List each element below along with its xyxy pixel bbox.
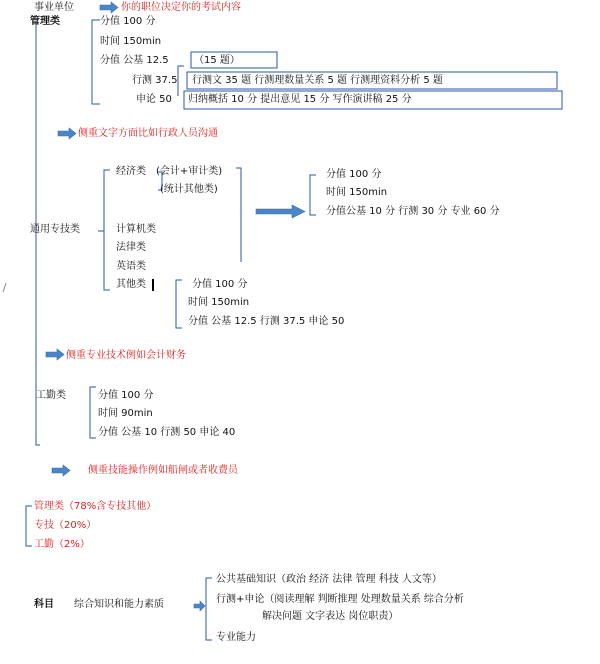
header-note: 你的职位决定你的考试内容 [121,2,241,13]
ratio-gongqin: 工勤（2%） [34,539,90,550]
guanli-title: 管理类 [30,16,60,27]
ratio-guanli: 管理类（78%含专技其他） [34,501,157,512]
tongyong-bracket [104,170,110,290]
guanli-gongji: 分值 公基 12.5 [100,55,169,66]
gongqin-score: 分值 公基 10 行测 50 申论 40 [98,427,236,438]
guanli-bracket [92,20,100,104]
gongqin-title: 工勤类 [36,390,66,401]
other-score: 分值 公基 12.5 行测 37.5 申论 50 [188,316,345,327]
guanli-xingce: 行测 37.5 [132,75,178,86]
kuaiji-label: (会计+审计类) [156,166,223,177]
yingyu-label: 英语类 [116,261,146,272]
gongqin-bracket [90,387,96,438]
guanli-gongji-count: （15 题） [194,55,240,66]
subject-item3: 专业能力 [216,632,256,643]
tongji-label: (统计其他类) [160,184,218,195]
subject-item1: 公共基础知识（政治 经济 法律 管理 科技 人文等） [216,574,442,585]
guanli-shenlun: 申论 50 [136,94,172,105]
guanli-emphasis-arrow-icon [58,128,76,139]
other-time: 时间 150min [188,297,250,308]
slash-mark [3,283,6,292]
qita-bracket [176,280,182,328]
gongqin-fen: 分值 100 分 [98,390,154,401]
big-right-arrow-icon [256,205,305,218]
subject-name: 综合知识和能力素质 [74,599,164,610]
header-arrow-icon [100,2,118,13]
tongyong-title: 通用专技类 [30,224,80,235]
guanli-shenlun-detail: 归纳概括 10 分 提出意见 15 分 写作演讲稿 25 分 [188,94,412,105]
guanli-emphasis: 侧重文字方面比如行政人员沟通 [78,128,218,139]
ratio-bracket [26,506,32,546]
jingji-bracket [236,168,241,262]
qita-label: 其他类 [116,279,146,290]
jingji-label: 经济类 [116,166,146,177]
guanli-subbracket [178,66,184,96]
right-score: 分值公基 10 分 行测 30 分 专业 60 分 [326,206,500,217]
subject-label: 科目 [34,599,54,610]
guanli-time: 时间 150min [100,36,162,47]
right-fen: 分值 100 分 [326,169,382,180]
right-time: 时间 150min [326,187,388,198]
gongqin-emphasis-arrow-icon [52,465,70,476]
subject-bracket [206,578,212,640]
jisuanji-label: 计算机类 [116,224,156,235]
tongyong-emphasis-arrow-icon [46,349,64,360]
text-cursor [152,279,154,291]
subject-item2: 行测+申论（阅读理解 判断推理 处理数量关系 综合分析 [216,594,464,605]
subject-item2b: 解决问题 文字表达 岗位职责） [262,611,399,622]
other-fen: 分值 100 分 [192,279,248,290]
guanli-fen: 分值 100 分 [100,16,156,27]
unit-label: 事业单位 [34,2,74,13]
gongqin-time: 时间 90min [98,408,153,419]
tongyong-emphasis: 侧重专业技术例如会计财务 [66,350,186,361]
ratio-zhuanji: 专技（20%） [34,520,97,531]
falv-label: 法律类 [116,242,146,253]
guanli-xingce-detail: 行测文 35 题 行测理数量关系 5 题 行测理资料分析 5 题 [192,75,443,86]
subject-arrow-icon [194,601,205,611]
gongqin-emphasis: 侧重技能操作例如船闸或者收费员 [88,465,238,476]
right-block-bracket [310,175,316,215]
